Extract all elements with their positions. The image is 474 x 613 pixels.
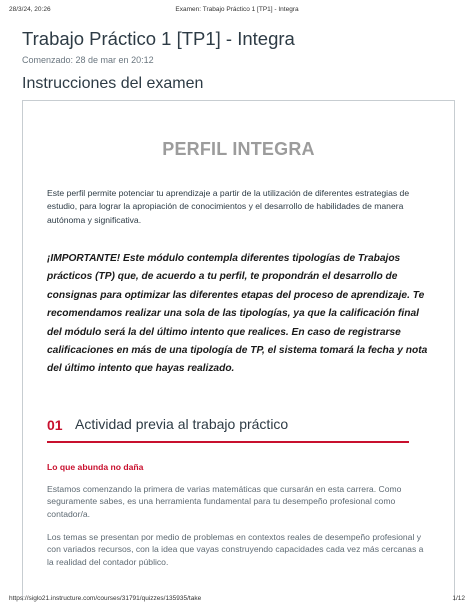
section-divider (47, 441, 409, 443)
body-paragraph-1: Estamos comenzando la primera de varias matemáticas que cursarán en esta carrera. Como seguramente sabes, es una herramienta fundamental para tu desempeño profesional como contador/a. (47, 484, 402, 519)
quiz-title: Trabajo Práctico 1 [TP1] - Integra (22, 28, 295, 49)
print-document-title: Examen: Trabajo Práctico 1 [TP1] - Integra (175, 6, 299, 13)
print-page-number: 1/12 (452, 595, 465, 602)
instructions-heading: Instrucciones del examen (22, 75, 204, 92)
quiz-started-timestamp: Comenzado: 28 de mar en 20:12 (22, 55, 154, 65)
important-notice: ¡IMPORTANTE! Este módulo contempla diferentes tipologías de Trabajos prácticos (TP) que, de acuerdo a tu perfil, te propondrán el desarrollo de consignas para optimizar las diferentes etapas del proceso de aprendizaje. Te recomendamos realizar una sola de las tipologías, ya que la calificación final del módulo será la del último intento que realices. En caso de registrarse calificaciones en más de una tipología de TP, el sistema tomará la fecha y nota del último intento que hayas realizado. (47, 253, 428, 375)
section-subheading: Lo que abunda no daña (47, 462, 144, 472)
profile-title: PERFIL INTEGRA (162, 139, 315, 159)
instructions-panel (22, 100, 455, 601)
print-header (0, 6, 474, 16)
print-date: 28/3/24, 20:26 (9, 6, 51, 13)
section-number: 01 (47, 417, 63, 433)
section-title: Actividad previa al trabajo práctico (75, 416, 289, 432)
intro-paragraph: Este perfil permite potenciar tu aprendizaje a partir de la utilización de diferentes estrategias de estudio, para lograr la apropiación de conocimientos y el desarrollo de habilidades de manera autónoma y significativa. (47, 188, 410, 225)
print-url: https://siglo21.instructure.com/courses/31791/quizzes/135935/take (9, 595, 202, 602)
print-footer (0, 595, 474, 605)
body-paragraph-2: Los temas se presentan por medio de problemas en contextos reales de desempeño profesional y con variados recursos, con la idea que vayas construyendo capacidades cada vez más cercanas a la realidad del contador público. (47, 532, 424, 567)
